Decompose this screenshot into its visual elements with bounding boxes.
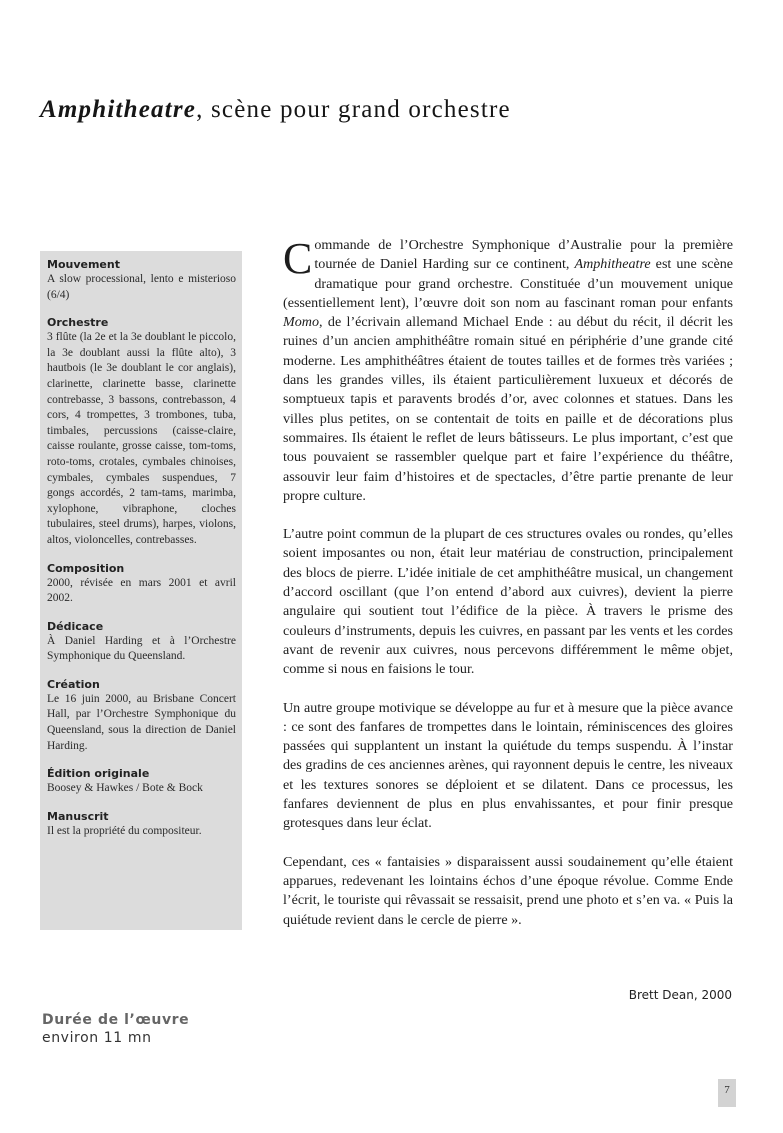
info-sidebar — [40, 251, 242, 930]
section-body: À Daniel Harding et à l’Orchestre Symphonique du Queensland. — [47, 634, 236, 663]
section-manuscrit — [47, 809, 236, 840]
book-title-inline: Momo — [283, 314, 320, 331]
section-heading: Orchestre — [47, 316, 109, 330]
section-body: 2000, révisée en mars 2001 et avril 2002. — [47, 576, 236, 605]
paragraph: Un autre groupe motivique se développe au fur et à mesure que la pièce avance : ce sont des fanfares de trompettes dans le lointain, réminiscences des gloires passées qui supplantent un instant la quiétude du temps suspendu. À l’instar des gradins de ces anciennes arènes, qui rayonnent depuis le centre, les niveaux et les textures sonores se déploient et se dilatent. Dans ce processus, les fanfares deviennent de plus en plus envahissantes, et pour finir presque grotesques dans leur éclat. — [283, 699, 733, 832]
work-title-inline: Amphitheatre — [574, 256, 651, 273]
duration-value: environ 11 mn — [42, 1030, 152, 1046]
drop-cap: C — [283, 234, 313, 283]
section-composition — [47, 561, 236, 607]
section-heading: Édition originale — [47, 767, 150, 781]
section-body: 3 flûte (la 2e et la 3e doublant le piccolo, la 3e doublant aussi la flûte alto), 3 hautbois (le 3e doublant le cor anglais), clarinette, clarinette basse, clarinette contrebasse, 3 bassons, contrebasson, 4 cors, 4 trompettes, 3 trombones, tuba, timbales, percussions (caisse-claire, caisse roulante, grosse caisse, tom-toms, roto-toms, crotales, cymbales chinoises, cymbales, cymbales suspendues, 7 gongs accordés, 2 tam-tams, marimba, xylophone, vibraphone, cloches tubulaires, steel drums), harpes, violons, altos, violoncelles, contrebasses. — [47, 331, 236, 546]
section-heading: Manuscrit — [47, 809, 109, 823]
author-signature: Brett Dean, 2000 — [628, 988, 732, 1002]
section-heading: Composition — [47, 561, 125, 575]
section-heading: Dédicace — [47, 619, 104, 633]
section-heading: Mouvement — [47, 258, 120, 271]
paragraph: Cependant, ces « fantaisies » disparaissent aussi soudainement qu’elle étaient apparues, redevenant les lointains échos d’une époque révolue. Comme Ende l’écrit, le touriste qui rêvassait se ressaisit, prend une photo et s’en va. « Puis la quiétude revient dans le cercle de pierre ». — [283, 853, 733, 928]
section-body: Le 16 juin 2000, au Brisbane Concert Hall, par l’Orchestre Symphonique du Queensland, sous la direction de Daniel Harding. — [47, 692, 236, 752]
duration-block — [42, 1012, 189, 1046]
duration-label: Durée de l’œuvre — [42, 1012, 190, 1028]
work-subtitle: , scène pour grand orchestre — [196, 96, 511, 123]
paragraph: L’autre point commun de la plupart de ces structures ovales ou rondes, qu’elles soient imposantes ou non, était leur matériau de construction, principalement des blocs de pierre. L’idée initiale de cet amphithéâtre musical, un changement d’accord oscillant (que l’on entend d’abord aux cuivres), devient la pierre angulaire qui soutient tout l’édifice de la pièce. À travers le prisme des couleurs d’instruments, depuis les cuivres, en passant par les vents et les cordes avant de revenir aux cuivres, nous percevons différemment le même objet, comme si nous en faisions le tour. — [283, 526, 733, 678]
section-orchestre — [47, 315, 236, 548]
section-heading: Création — [47, 677, 100, 691]
section-body: Il est la propriété du compositeur. — [47, 824, 202, 837]
program-note — [283, 236, 733, 949]
text-run: , de l’écrivain allemand Michael Ende : au début du récit, il décrit les ruines d’un ancien amphithéâtre romain situé en périphérie d’une grande cité moderne. Les amphithéâtres étaient de toutes tailles et de formes très variées ; dans les grandes villes, ils étaient particulièrement luxueux et décorés de somptueux tapis et paravents brodés d’or, avec colonnes et statues. Dans les villes plus petites, on se contentait de toits en paille et de décorations plus sommaires. Ils étaient le reflet de leurs bâtisseurs. Le plus important, c’est que tous pouvaient se rassembler quelque part et faire l’expérience du théâtre, assouvir leur faim d’histoires et de spectacles, d’être partie prenante de leur propre culture. — [283, 314, 733, 504]
text-run: ommande de l’Orchestre Symphonique d’Australie pour la première tournée de Daniel Harding sur ce continent, — [314, 237, 733, 273]
paragraph — [283, 236, 733, 506]
section-body: A slow processional, lento e misterioso (6/4) — [47, 273, 236, 301]
text-run: est une scène dramatique pour grand orchestre. Constituée d’un mouvement unique (essentiellement lent), l’œuvre doit son nom au fascinant roman pour enfants — [283, 256, 734, 311]
page-number: 7 — [718, 1079, 736, 1107]
section-creation — [47, 677, 236, 754]
work-title: Amphitheatre — [40, 96, 197, 123]
section-body: Boosey & Hawkes / Bote & Bock — [47, 782, 203, 795]
section-mouvement — [47, 257, 236, 303]
page-title — [40, 96, 511, 124]
section-dedicace — [47, 619, 236, 665]
section-edition — [47, 766, 236, 797]
